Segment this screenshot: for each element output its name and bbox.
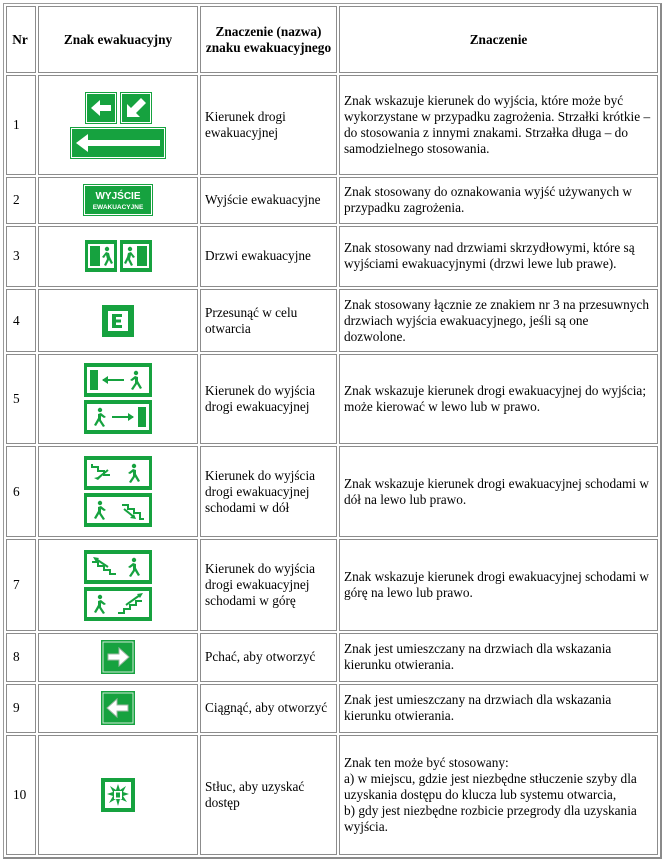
row-nr: 1 (6, 75, 36, 175)
pull-arrow-icon (101, 691, 135, 725)
row-sign-cell (38, 735, 198, 855)
row-name: Kierunek do wyjścia drogi ewakuacyjnej (200, 354, 337, 444)
row-name: Kierunek do wyjścia drogi ewakuacyjnej schodami w dół (200, 446, 337, 538)
row-sign-cell (38, 75, 198, 175)
row-nr: 2 (6, 177, 36, 224)
row-sign-cell (38, 177, 198, 224)
arrow-down-left-icon (120, 92, 152, 124)
meaning-line: b) gdy jest niezbędne rozbicie przegrody dla uzyskania wyjścia. (344, 802, 637, 834)
row-nr: 8 (6, 633, 36, 682)
row-name: Stłuc, aby uzyskać dostęp (200, 735, 337, 855)
row-nr: 5 (6, 354, 36, 444)
exit-sign-line2: EWAKUACYJNE (92, 204, 144, 212)
exit-direction-right-icon (84, 400, 152, 434)
row-name: Kierunek drogi ewakuacyjnej (200, 75, 337, 175)
row-meaning: Znak stosowany do oznakowania wyjść używanych w przypadku zagrożenia. (339, 177, 658, 224)
table-row (6, 446, 658, 538)
stairs-down-right-icon (84, 493, 152, 527)
row-sign-cell (38, 446, 198, 538)
row-name: Przesunąć w celu otwarcia (200, 289, 337, 352)
stairs-up-right-icon (84, 587, 152, 621)
row-nr: 3 (6, 226, 36, 287)
exit-text-sign-icon (83, 184, 153, 216)
row-meaning: Znak wskazuje kierunek drogi ewakuacyjnej schodami w górę na lewo lub prawo. (339, 539, 658, 631)
running-man-door-left-icon (85, 240, 117, 272)
row-sign-cell (38, 354, 198, 444)
row-nr: 4 (6, 289, 36, 352)
push-arrow-icon (101, 640, 135, 674)
header-nr: Nr (6, 6, 36, 73)
row-nr: 10 (6, 735, 36, 855)
row-nr: 9 (6, 684, 36, 733)
row-meaning: Znak stosowany łącznie ze znakiem nr 3 na przesuwnych drzwiach wyjścia ewakuacyjnego, jeśli są one dozwolone. (339, 289, 658, 352)
row-name: Pchać, aby otworzyć (200, 633, 337, 682)
header-sign: Znak ewakuacyjny (38, 6, 198, 73)
row-sign-cell (38, 539, 198, 631)
table-row (6, 539, 658, 631)
row-meaning: Znak wskazuje kierunek drogi ewakuacyjnej do wyjścia; może kierować w lewo lub w prawo. (339, 354, 658, 444)
arrow-left-short-icon (85, 92, 117, 124)
sliding-door-icon (102, 305, 134, 337)
exit-sign-line1: WYJŚCIE (95, 191, 141, 203)
table-row (6, 633, 658, 682)
header-name: Znaczenie (nazwa) znaku ewakuacyjnego (200, 6, 337, 73)
table-row (6, 75, 658, 175)
row-meaning: Znak jest umieszczany na drzwiach dla wskazania kierunku otwierania. (339, 633, 658, 682)
row-name: Drzwi ewakuacyjne (200, 226, 337, 287)
table-row (6, 684, 658, 733)
row-name: Ciągnąć, aby otworzyć (200, 684, 337, 733)
row-sign-cell (38, 684, 198, 733)
running-man-door-right-icon (120, 240, 152, 272)
break-glass-icon (101, 778, 135, 812)
meaning-line: Znak ten może być stosowany: (344, 754, 509, 770)
row-sign-cell (38, 633, 198, 682)
row-meaning: Znak wskazuje kierunek do wyjścia, które może być wykorzystane w przypadku zagrożenia. Strzałki krótkie – do stosowania z innymi znakami. Strzałka długa – do samodzielnego stosowania. (339, 75, 658, 175)
row-meaning: Znak stosowany nad drzwiami skrzydłowymi, które są wyjściami ewakuacyjnymi (drzwi lewe lub prawe). (339, 226, 658, 287)
evacuation-signs-table (4, 4, 660, 857)
table-row (6, 226, 658, 287)
table-row (6, 177, 658, 224)
stairs-up-left-icon (84, 550, 152, 584)
row-meaning (339, 735, 658, 855)
exit-direction-left-icon (84, 363, 152, 397)
meaning-line: a) w miejscu, gdzie jest niezbędne stłuczenie szyby dla uzyskania dostępu do klucza lub systemu otwarcia, (344, 770, 637, 802)
table-row (6, 289, 658, 352)
row-name: Wyjście ewakuacyjne (200, 177, 337, 224)
stairs-down-left-icon (84, 456, 152, 490)
row-sign-cell (38, 289, 198, 352)
table-row (6, 735, 658, 855)
row-name: Kierunek do wyjścia drogi ewakuacyjnej schodami w górę (200, 539, 337, 631)
arrow-left-long-icon (70, 127, 166, 159)
row-meaning: Znak jest umieszczany na drzwiach dla wskazania kierunku otwierania. (339, 684, 658, 733)
row-sign-cell (38, 226, 198, 287)
header-row (6, 6, 658, 73)
row-nr: 6 (6, 446, 36, 538)
row-nr: 7 (6, 539, 36, 631)
table-row (6, 354, 658, 444)
header-meaning: Znaczenie (339, 6, 658, 73)
row-meaning: Znak wskazuje kierunek drogi ewakuacyjnej schodami w dół na lewo lub prawo. (339, 446, 658, 538)
evacuation-signs-table-frame (3, 3, 662, 859)
